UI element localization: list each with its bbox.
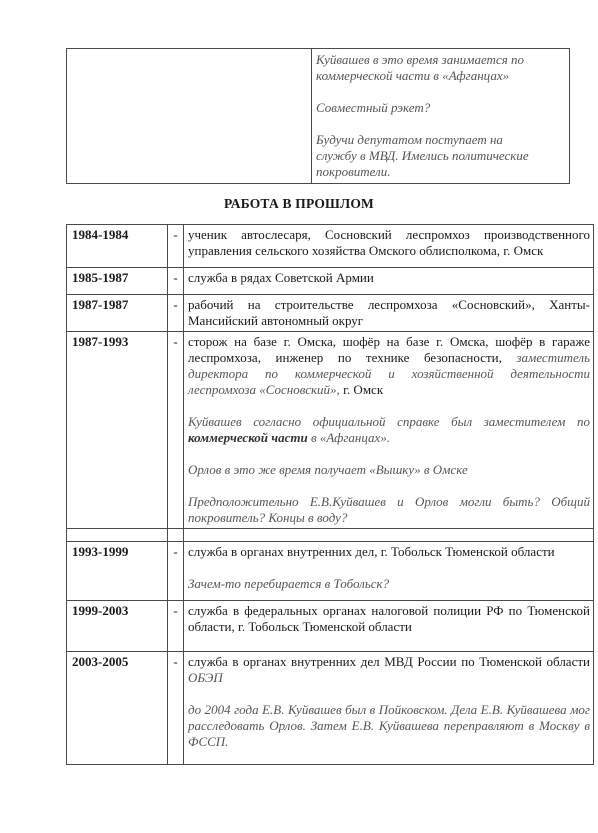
period-cell: 1984-1984 xyxy=(67,225,168,268)
top-note-line: Куйвашев в это время занимается по xyxy=(316,52,525,67)
description-cell xyxy=(184,332,594,529)
description-cell xyxy=(184,601,594,652)
top-note-empty-cell xyxy=(67,49,312,184)
period-cell: 1999-2003 xyxy=(67,601,168,652)
dash-cell: - xyxy=(168,225,184,268)
description-cell xyxy=(184,268,594,295)
top-note-line: коммерческой части в «Афганцах» xyxy=(316,68,510,83)
top-note-table xyxy=(66,48,570,184)
empty-cell xyxy=(184,529,594,542)
period-cell: 1987-1993 xyxy=(67,332,168,529)
dash-cell: - xyxy=(168,542,184,601)
empty-cell xyxy=(168,529,184,542)
empty-cell xyxy=(67,529,168,542)
analyst-note-bold: коммерческой части xyxy=(188,430,308,445)
description-text: рабочий на строительстве леспромхоза «Сосновский», Ханты-Мансийский автономный округ xyxy=(188,297,590,328)
description-cell xyxy=(184,652,594,765)
table-row xyxy=(67,295,594,332)
description-cell xyxy=(184,225,594,268)
description-text xyxy=(188,654,590,686)
table-row xyxy=(67,601,594,652)
table-row xyxy=(67,332,594,529)
dash-cell: - xyxy=(168,332,184,529)
description-text: служба в федеральных органах налоговой полиции РФ по Тюменской области, г. Тобольск Тюменской области xyxy=(188,603,590,634)
description-text-plain: служба в органах внутренних дел МВД России по Тюменской области xyxy=(188,654,590,669)
top-note-line: покровители. xyxy=(316,164,391,179)
dash-cell: - xyxy=(168,652,184,765)
description-text-italic: ОБЭП xyxy=(188,670,223,685)
analyst-note: до 2004 года Е.В. Куйвашев был в Пойковском. Дела Е.В. Куйвашева мог расследовать Орлов. Затем Е.В. Куйвашева переправляют в Москву в ФССП. xyxy=(188,702,590,749)
analyst-note: Зачем-то перебирается в Тобольск? xyxy=(188,576,390,591)
description-text-italic: заместитель директора по коммерческой и хозяйственной деятельности леспромхоза «Сосновский», xyxy=(188,350,591,397)
analyst-note: Орлов в это же время получает «Вышку» в Омске xyxy=(188,462,468,477)
table-row-empty xyxy=(67,529,594,542)
top-note-line: Совместный рэкет? xyxy=(316,100,431,115)
period-cell: 1985-1987 xyxy=(67,268,168,295)
description-cell xyxy=(184,295,594,332)
period-cell: 1993-1999 xyxy=(67,542,168,601)
top-note-line: Будучи депутатом поступает на xyxy=(316,132,503,147)
analyst-note-post: в «Афганцах». xyxy=(307,430,391,445)
table-row xyxy=(67,652,594,765)
top-note-cell xyxy=(312,49,570,184)
description-text-plain: сторож на базе г. Омска, шофёр на базе г. Омска, шофёр в гараже леспромхоза, инженер по технике безопасности, xyxy=(188,334,590,365)
description-text-tail: г. Омск xyxy=(339,382,384,397)
description-text: служба в органах внутренних дел, г. Тобольск Тюменской области xyxy=(188,544,555,559)
period-cell: 2003-2005 xyxy=(67,652,168,765)
analyst-note xyxy=(188,414,590,446)
description-text: ученик автослесаря, Сосновский леспромхоз производственного управления сельского хозяйства Омского облисполкома, г. Омск xyxy=(188,227,590,258)
section-title: РАБОТА В ПРОШЛОМ xyxy=(224,196,374,211)
table-row xyxy=(67,268,594,295)
dash-cell: - xyxy=(168,268,184,295)
analyst-note: Предположительно Е.В.Куйвашев и Орлов могли быть? Общий покровитель? Концы в воду? xyxy=(188,494,590,525)
dash-cell: - xyxy=(168,601,184,652)
table-row xyxy=(67,542,594,601)
period-cell: 1987-1987 xyxy=(67,295,168,332)
description-text xyxy=(188,334,590,398)
analyst-note-pre: Куйвашев согласно официальной справке был заместителем по xyxy=(188,414,590,429)
dash-cell: - xyxy=(168,295,184,332)
work-history-table xyxy=(66,224,594,765)
table-row xyxy=(67,225,594,268)
description-cell xyxy=(184,542,594,601)
description-text: служба в рядах Советской Армии xyxy=(188,270,374,285)
top-note-line: службу в МВД. Имелись политические xyxy=(316,148,529,163)
